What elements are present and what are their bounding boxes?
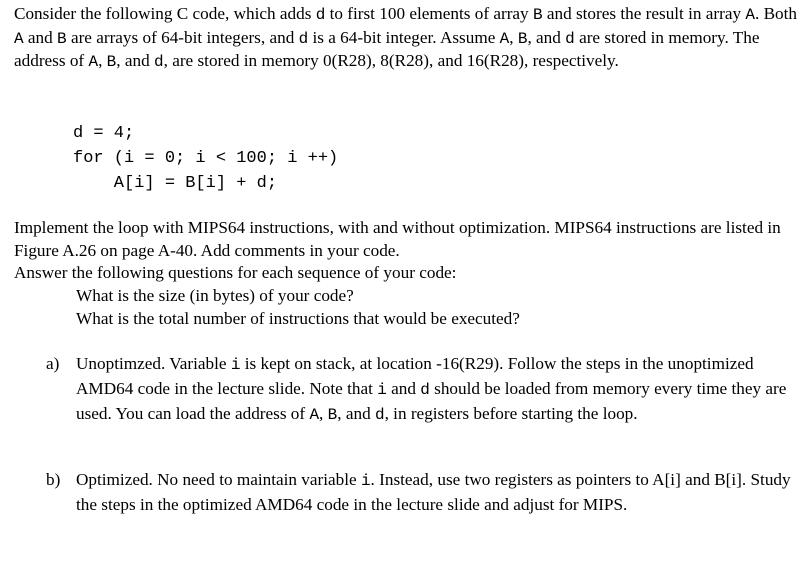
question-size: What is the size (in bytes) of your code?: [76, 286, 354, 305]
intro-paragraph: Consider the following C code, which adds d to first 100 elements of array B and stores the result in array A. Both A and B are arrays of 64-bit integers, and d is a 64-bit integer. Assume A, B, and d are stored in memory. The address of A, B, and d, are stored in memory 0(R28), 8(R28), and 16(R28), respectively.: [14, 4, 798, 71]
code-var: A: [309, 406, 320, 424]
code-var: A: [14, 29, 24, 48]
item-b-label: b): [46, 470, 61, 489]
item-a-text: Unoptimzed. Variable i is kept on stack, at location -16(R29). Follow the steps in the unoptimized AMD64 code in the lecture slide. Note that i and d should be loaded from memory every time they are used. You can load the address of A, B, and d, in registers before starting the loop.: [76, 354, 787, 424]
instructions-paragraph: Implement the loop with MIPS64 instructions, with and without optimization. MIPS64 instructions are listed in Figure A.26 on page A-40. Add comments in your code. Answer the following questions for each sequence of your code:: [14, 218, 781, 282]
code-var: B: [106, 53, 117, 71]
code-line: for (i = 0; i < 100; i ++): [73, 149, 339, 168]
code-var: d: [154, 53, 164, 71]
code-var: d: [298, 29, 309, 48]
code-var: d: [420, 381, 430, 399]
code-var: d: [315, 6, 326, 24]
code-var: d: [374, 406, 385, 424]
code-var: d: [565, 29, 575, 48]
code-line: A[i] = B[i] + d;: [73, 174, 278, 193]
item-b-text: Optimized. No need to maintain variable i. Instead, use two registers as pointers to A[i] and B[i]. Study the steps in the optimized AMD64 code in the lecture slide and adjust for MIPS.: [76, 470, 791, 514]
code-var: B: [532, 6, 543, 24]
code-var: A: [88, 53, 99, 71]
code-var: B: [327, 406, 338, 424]
code-var: A: [745, 6, 755, 24]
code-var: i: [360, 472, 371, 490]
code-block: [73, 121, 338, 196]
item-a-label: a): [46, 354, 60, 373]
code-var: i: [230, 356, 241, 374]
code-line: d = 4;: [73, 124, 135, 143]
code-var: A: [499, 29, 510, 48]
code-var: B: [57, 29, 67, 48]
code-var: i: [377, 381, 387, 399]
code-var: B: [517, 29, 528, 48]
question-count: What is the total number of instructions that would be executed?: [76, 309, 520, 328]
